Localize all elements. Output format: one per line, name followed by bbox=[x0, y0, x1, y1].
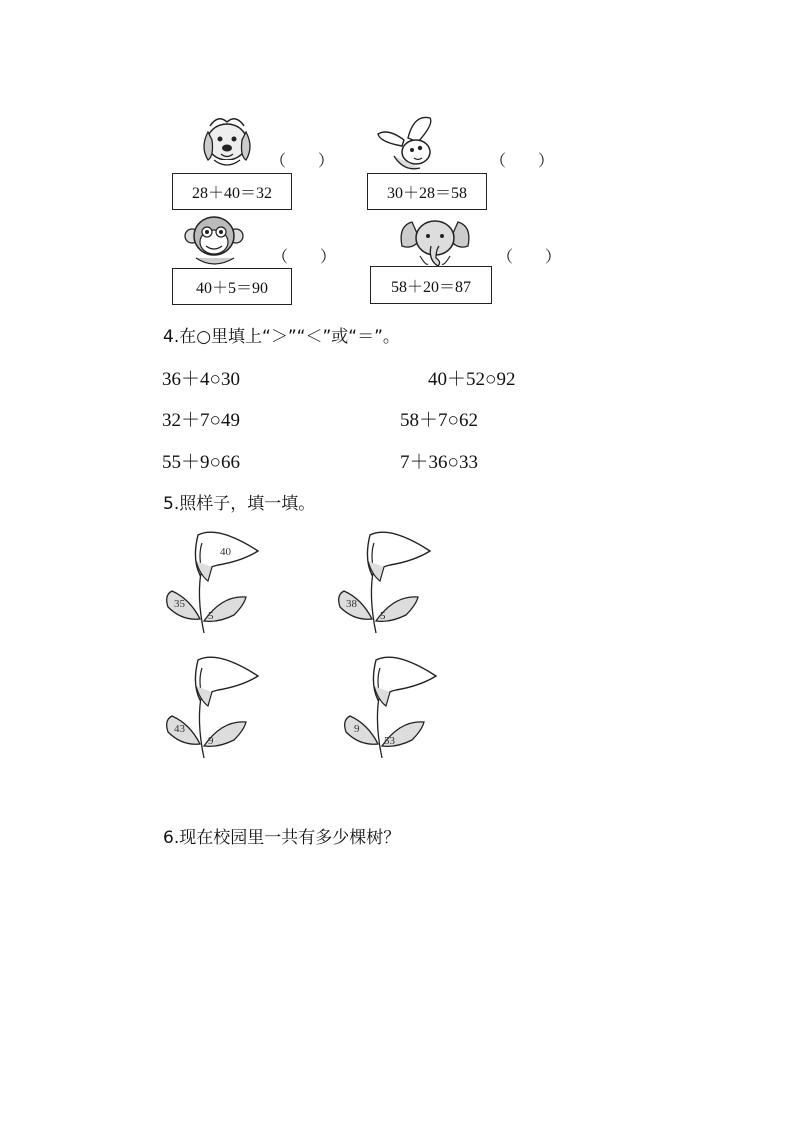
flower-1-top: 40 bbox=[220, 546, 231, 558]
q4-item-2-1[interactable]: 32＋7○49 bbox=[162, 410, 240, 431]
q5-title: 5.照样子，填一填。 bbox=[163, 494, 316, 514]
equation-text-3: 40＋5＝90 bbox=[195, 280, 268, 297]
q4-item-3-1[interactable]: 55＋9○66 bbox=[162, 452, 240, 473]
flower-3-left: 43 bbox=[174, 723, 185, 735]
q4-item-1-1[interactable]: 36＋4○30 bbox=[162, 369, 240, 390]
equation-card-1 bbox=[172, 173, 292, 210]
flower-diagram-3[interactable] bbox=[162, 650, 266, 762]
flower-1-left: 35 bbox=[174, 598, 185, 610]
flower-diagram-1 bbox=[162, 525, 266, 637]
bunny-icon bbox=[374, 110, 440, 176]
q4-item-3-2[interactable]: 7＋36○33 bbox=[400, 452, 478, 473]
equation-card-2 bbox=[367, 173, 487, 210]
monkey-icon bbox=[182, 210, 246, 270]
q4-item-2-2[interactable]: 58＋7○62 bbox=[400, 410, 478, 431]
q6-title: 6.现在校园里一共有多少棵树？ bbox=[163, 828, 401, 848]
answer-paren-4[interactable]: （ ） bbox=[497, 249, 562, 266]
flower-4-left: 9 bbox=[354, 723, 360, 735]
answer-paren-2[interactable]: （ ） bbox=[490, 153, 555, 170]
flower-diagram-4[interactable] bbox=[340, 650, 444, 762]
flower-4-right: 53 bbox=[384, 735, 395, 747]
equation-text-2: 30＋28＝58 bbox=[386, 185, 467, 202]
equation-card-3 bbox=[172, 268, 292, 305]
q4-item-1-2[interactable]: 40＋52○92 bbox=[428, 369, 516, 390]
answer-paren-3[interactable]: （ ） bbox=[272, 249, 337, 266]
answer-paren-1[interactable]: （ ） bbox=[270, 153, 335, 170]
flower-2-left: 38 bbox=[346, 598, 357, 610]
equation-text-1: 28＋40＝32 bbox=[191, 185, 272, 202]
elephant-icon bbox=[398, 216, 472, 272]
equation-card-4 bbox=[370, 266, 492, 304]
flower-2-right: 5 bbox=[380, 610, 386, 622]
puppy-icon bbox=[196, 112, 258, 174]
q4-title: 4.在○里填上“＞”“＜”或“＝”。 bbox=[163, 327, 400, 347]
flower-1-right: 5 bbox=[208, 610, 214, 622]
equation-text-4: 58＋20＝87 bbox=[390, 278, 471, 296]
flower-diagram-2[interactable] bbox=[334, 525, 438, 637]
flower-3-right: 9 bbox=[208, 735, 214, 747]
